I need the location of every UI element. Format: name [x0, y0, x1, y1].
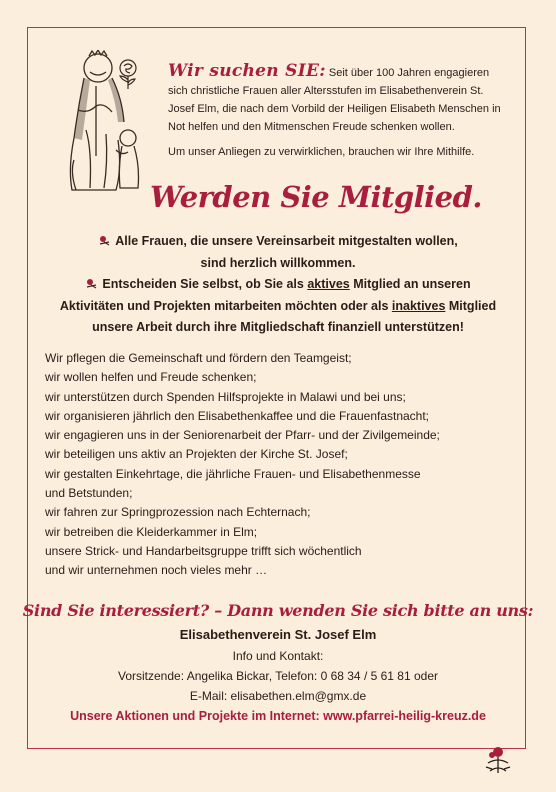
list-item: Wir pflegen die Gemeinschaft und fördern den Teamgeist;: [45, 351, 352, 365]
activities-list: [45, 349, 515, 581]
membership-text-e: unsere Arbeit durch ihre Mitgliedschaft finanziell unterstützen!: [92, 320, 464, 334]
welcome-block: [36, 231, 520, 339]
membership-text-c: Aktivitäten und Projekten mitarbeiten möchten oder als: [59, 298, 392, 313]
list-item: wir unterstützen durch Spenden Hilfsprojekte in Malawi und bei uns;: [45, 389, 406, 404]
rose-bullet-icon: [98, 235, 111, 246]
saint-elisabeth-illustration: [56, 50, 156, 192]
active-member-term: aktives: [307, 277, 350, 291]
membership-text-b: Mitglied an unseren: [349, 277, 471, 291]
membership-text-d: Mitglied: [445, 298, 497, 313]
list-item: wir wollen helfen und Freude schenken;: [45, 370, 257, 385]
list-item: unsere Strick- und Handarbeitsgruppe trifft sich wöchentlich: [45, 543, 362, 558]
list-item: wir beteiligen uns aktiv an Projekten der Kirche St. Josef;: [45, 447, 348, 462]
intro-text: Seit über 100 Jahren engagieren sich christliche Frauen aller Altersstufen im Elisabethenverein St. Josef Elm, die nach dem Vorbild der Heiligen Elisabeth Menschen in Not helfen und den Mitmenschen Freude schenken wollen.: [168, 67, 501, 133]
list-item: und Betstunden;: [45, 486, 133, 501]
list-item: wir engagieren uns in der Seniorenarbeit der Pfarr- und der Zivilgemeinde;: [45, 428, 440, 443]
list-item: wir gestalten Einkehrtage, die jährliche Frauen- und Elisabethenmesse: [45, 466, 421, 481]
membership-text-a: Entscheiden Sie selbst, ob Sie als: [102, 277, 308, 291]
rose-icon: [115, 58, 141, 90]
intro-heading: Wir suchen SIE:: [168, 61, 326, 81]
contact-email: E-Mail: elisabethen.elm@gmx.de: [189, 689, 367, 703]
contact-block: [0, 646, 556, 706]
welcome-line-1: Alle Frauen, die unsere Vereinsarbeit mitgestalten wollen,: [115, 234, 458, 248]
rose-bullet-icon: [85, 278, 98, 289]
list-item: und wir unternehmen noch vieles mehr …: [45, 563, 268, 578]
call-to-action: Sind Sie interessiert? – Dann wenden Sie sich bitte an uns:: [22, 601, 534, 620]
contact-chair: Vorsitzende: Angelika Bickar, Telefon: 0 68 34 / 5 61 81 oder: [118, 669, 438, 683]
contact-label: Info und Kontakt:: [232, 649, 324, 663]
help-text: Um unser Anliegen zu verwirklichen, brauchen wir Ihre Mithilfe.: [168, 146, 475, 158]
welcome-line-2: sind herzlich willkommen.: [200, 255, 356, 270]
inactive-member-term: inaktives: [391, 298, 446, 313]
elisabeth-logo-icon: [482, 745, 514, 775]
list-item: wir fahren zur Springprozession nach Echternach;: [45, 505, 311, 520]
list-item: wir organisieren jährlich den Elisabethenkaffee und die Frauenfastnacht;: [45, 408, 430, 423]
organization-name: Elisabethenverein St. Josef Elm: [179, 627, 377, 642]
website-line: Unsere Aktionen und Projekte im Internet: www.pfarrei-heilig-kreuz.de: [70, 709, 486, 723]
page-headline: Werden Sie Mitglied.: [150, 180, 482, 214]
list-item: wir betreiben die Kleiderkammer in Elm;: [45, 524, 258, 539]
intro-paragraph: [168, 62, 503, 136]
